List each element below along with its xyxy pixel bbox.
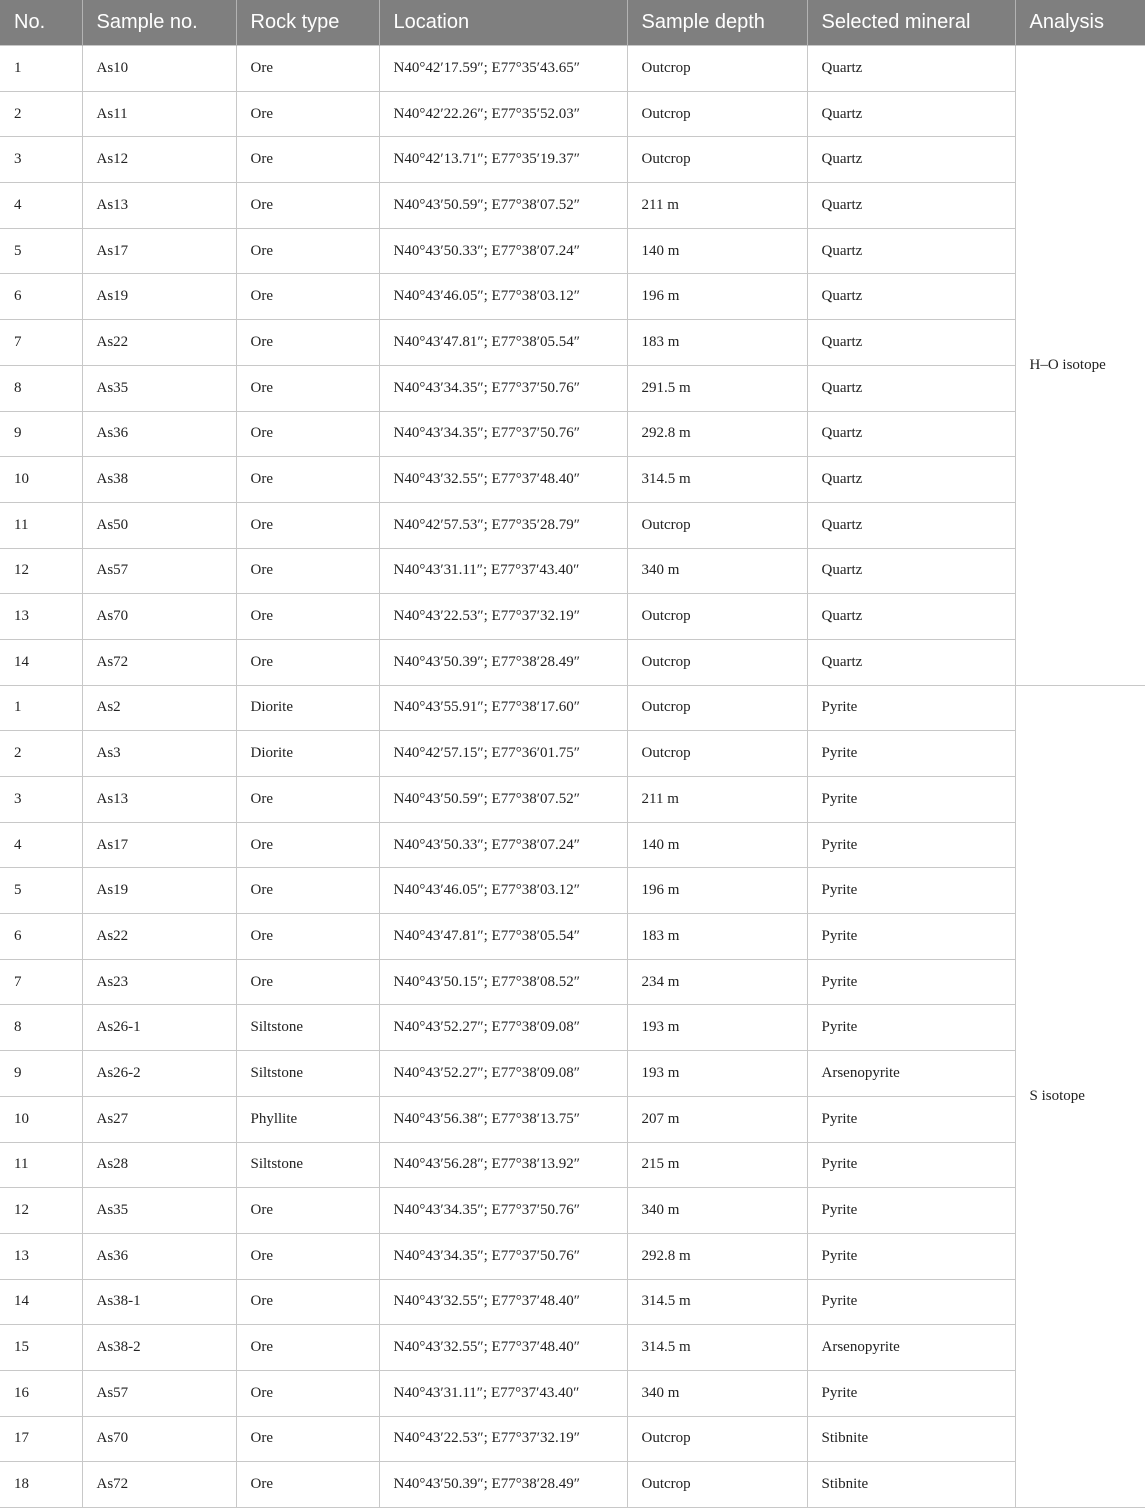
cell-location: N40°43′56.28″; E77°38′13.92″ [379,1142,627,1188]
cell-no: 10 [0,457,82,503]
cell-rock-type: Ore [236,320,379,366]
cell-sample-no: As28 [82,1142,236,1188]
table-row [0,320,1145,366]
cell-no: 2 [0,91,82,137]
cell-location: N40°43′55.91″; E77°38′17.60″ [379,685,627,731]
cell-selected-mineral: Stibnite [807,1462,1015,1508]
cell-sample-no: As26-1 [82,1005,236,1051]
cell-location: N40°43′34.35″; E77°37′50.76″ [379,365,627,411]
table-row [0,731,1145,777]
cell-no: 14 [0,639,82,685]
table-row [0,1233,1145,1279]
cell-rock-type: Ore [236,1279,379,1325]
cell-no: 6 [0,914,82,960]
cell-no: 9 [0,411,82,457]
cell-rock-type: Diorite [236,685,379,731]
cell-selected-mineral: Quartz [807,183,1015,229]
cell-selected-mineral: Pyrite [807,1096,1015,1142]
cell-rock-type: Ore [236,777,379,823]
cell-location: N40°42′13.71″; E77°35′19.37″ [379,137,627,183]
cell-selected-mineral: Quartz [807,594,1015,640]
cell-sample-no: As72 [82,639,236,685]
cell-sample-no: As36 [82,1233,236,1279]
cell-sample-depth: Outcrop [627,731,807,777]
cell-location: N40°42′57.15″; E77°36′01.75″ [379,731,627,777]
cell-sample-depth: Outcrop [627,1462,807,1508]
cell-no: 12 [0,1188,82,1234]
header-rock-type: Rock type [236,0,379,46]
cell-location: N40°42′57.53″; E77°35′28.79″ [379,502,627,548]
cell-sample-no: As70 [82,1416,236,1462]
cell-location: N40°43′22.53″; E77°37′32.19″ [379,594,627,640]
cell-sample-depth: 314.5 m [627,1325,807,1371]
cell-no: 6 [0,274,82,320]
cell-rock-type: Ore [236,91,379,137]
cell-location: N40°43′47.81″; E77°38′05.54″ [379,914,627,960]
cell-sample-no: As38-2 [82,1325,236,1371]
cell-rock-type: Ore [236,822,379,868]
cell-sample-depth: 207 m [627,1096,807,1142]
cell-sample-depth: Outcrop [627,137,807,183]
header-selected-mineral: Selected mineral [807,0,1015,46]
table-row [0,228,1145,274]
cell-sample-depth: 211 m [627,777,807,823]
cell-sample-no: As22 [82,320,236,366]
cell-sample-no: As13 [82,183,236,229]
cell-no: 2 [0,731,82,777]
header-no: No. [0,0,82,46]
cell-sample-depth: 292.8 m [627,411,807,457]
cell-sample-no: As57 [82,548,236,594]
table-row [0,594,1145,640]
cell-sample-depth: 193 m [627,1005,807,1051]
table-row [0,1462,1145,1508]
cell-no: 15 [0,1325,82,1371]
cell-rock-type: Ore [236,46,379,92]
cell-location: N40°43′46.05″; E77°38′03.12″ [379,868,627,914]
cell-rock-type: Ore [236,274,379,320]
cell-sample-depth: Outcrop [627,502,807,548]
cell-sample-depth: 340 m [627,548,807,594]
cell-no: 3 [0,137,82,183]
cell-selected-mineral: Quartz [807,502,1015,548]
cell-rock-type: Ore [236,914,379,960]
cell-location: N40°43′46.05″; E77°38′03.12″ [379,274,627,320]
cell-sample-no: As23 [82,959,236,1005]
table-row [0,457,1145,503]
cell-sample-no: As2 [82,685,236,731]
cell-selected-mineral: Quartz [807,228,1015,274]
cell-location: N40°43′52.27″; E77°38′09.08″ [379,1005,627,1051]
cell-location: N40°43′32.55″; E77°37′48.40″ [379,1279,627,1325]
cell-selected-mineral: Pyrite [807,685,1015,731]
cell-selected-mineral: Pyrite [807,777,1015,823]
table-header-row [0,0,1145,46]
table-row [0,183,1145,229]
cell-no: 12 [0,548,82,594]
cell-selected-mineral: Quartz [807,548,1015,594]
cell-selected-mineral: Stibnite [807,1416,1015,1462]
cell-rock-type: Diorite [236,731,379,777]
cell-rock-type: Ore [236,183,379,229]
cell-sample-no: As35 [82,1188,236,1234]
table-row [0,365,1145,411]
cell-no: 9 [0,1051,82,1097]
cell-location: N40°43′22.53″; E77°37′32.19″ [379,1416,627,1462]
table-row [0,502,1145,548]
cell-sample-no: As38-1 [82,1279,236,1325]
cell-location: N40°43′56.38″; E77°38′13.75″ [379,1096,627,1142]
table-row [0,777,1145,823]
cell-no: 5 [0,228,82,274]
cell-no: 13 [0,1233,82,1279]
cell-rock-type: Ore [236,1325,379,1371]
cell-rock-type: Siltstone [236,1142,379,1188]
cell-analysis: H–O isotope [1015,46,1145,686]
table-row [0,1325,1145,1371]
table-row [0,1005,1145,1051]
cell-rock-type: Ore [236,228,379,274]
cell-selected-mineral: Pyrite [807,822,1015,868]
cell-location: N40°43′50.33″; E77°38′07.24″ [379,822,627,868]
cell-sample-no: As19 [82,868,236,914]
cell-selected-mineral: Quartz [807,457,1015,503]
table-row [0,868,1145,914]
cell-selected-mineral: Pyrite [807,914,1015,960]
cell-no: 4 [0,183,82,229]
cell-location: N40°43′34.35″; E77°37′50.76″ [379,1233,627,1279]
header-location: Location [379,0,627,46]
cell-selected-mineral: Pyrite [807,731,1015,777]
cell-rock-type: Ore [236,959,379,1005]
cell-location: N40°43′50.39″; E77°38′28.49″ [379,1462,627,1508]
cell-no: 10 [0,1096,82,1142]
cell-sample-depth: 140 m [627,822,807,868]
cell-sample-depth: 196 m [627,868,807,914]
cell-selected-mineral: Quartz [807,320,1015,366]
cell-no: 8 [0,365,82,411]
cell-selected-mineral: Pyrite [807,1279,1015,1325]
cell-sample-depth: 340 m [627,1188,807,1234]
cell-sample-depth: 314.5 m [627,1279,807,1325]
cell-rock-type: Ore [236,639,379,685]
table-row [0,1416,1145,1462]
cell-sample-no: As17 [82,822,236,868]
cell-sample-depth: 292.8 m [627,1233,807,1279]
cell-no: 17 [0,1416,82,1462]
table-body [0,46,1145,1508]
cell-rock-type: Ore [236,457,379,503]
cell-location: N40°43′31.11″; E77°37′43.40″ [379,1370,627,1416]
cell-location: N40°42′22.26″; E77°35′52.03″ [379,91,627,137]
cell-location: N40°43′50.15″; E77°38′08.52″ [379,959,627,1005]
table-row [0,91,1145,137]
cell-selected-mineral: Pyrite [807,1005,1015,1051]
cell-sample-depth: Outcrop [627,594,807,640]
cell-location: N40°43′34.35″; E77°37′50.76″ [379,411,627,457]
table-row [0,1279,1145,1325]
cell-no: 11 [0,1142,82,1188]
cell-sample-no: As13 [82,777,236,823]
cell-sample-no: As10 [82,46,236,92]
cell-no: 4 [0,822,82,868]
cell-no: 1 [0,685,82,731]
cell-selected-mineral: Quartz [807,91,1015,137]
cell-no: 14 [0,1279,82,1325]
cell-rock-type: Ore [236,137,379,183]
cell-selected-mineral: Pyrite [807,1142,1015,1188]
cell-rock-type: Ore [236,1370,379,1416]
cell-selected-mineral: Pyrite [807,868,1015,914]
cell-sample-no: As11 [82,91,236,137]
cell-sample-no: As12 [82,137,236,183]
cell-rock-type: Siltstone [236,1005,379,1051]
cell-location: N40°42′17.59″; E77°35′43.65″ [379,46,627,92]
cell-no: 7 [0,959,82,1005]
cell-sample-no: As70 [82,594,236,640]
table-row [0,914,1145,960]
cell-sample-depth: 196 m [627,274,807,320]
cell-sample-depth: Outcrop [627,685,807,731]
cell-selected-mineral: Pyrite [807,1188,1015,1234]
header-sample-depth: Sample depth [627,0,807,46]
cell-no: 5 [0,868,82,914]
cell-sample-depth: 193 m [627,1051,807,1097]
cell-sample-depth: Outcrop [627,46,807,92]
cell-sample-no: As19 [82,274,236,320]
cell-selected-mineral: Pyrite [807,1233,1015,1279]
cell-sample-depth: 234 m [627,959,807,1005]
cell-sample-no: As57 [82,1370,236,1416]
cell-rock-type: Ore [236,502,379,548]
table-row [0,822,1145,868]
cell-sample-depth: Outcrop [627,91,807,137]
cell-location: N40°43′32.55″; E77°37′48.40″ [379,457,627,503]
cell-rock-type: Ore [236,594,379,640]
table-row [0,1188,1145,1234]
cell-sample-depth: 183 m [627,320,807,366]
cell-selected-mineral: Quartz [807,137,1015,183]
table-row [0,46,1145,92]
header-analysis: Analysis [1015,0,1145,46]
cell-location: N40°43′50.39″; E77°38′28.49″ [379,639,627,685]
cell-rock-type: Ore [236,868,379,914]
cell-rock-type: Phyllite [236,1096,379,1142]
cell-location: N40°43′52.27″; E77°38′09.08″ [379,1051,627,1097]
cell-rock-type: Siltstone [236,1051,379,1097]
cell-rock-type: Ore [236,548,379,594]
cell-selected-mineral: Quartz [807,365,1015,411]
cell-selected-mineral: Pyrite [807,1370,1015,1416]
cell-sample-no: As50 [82,502,236,548]
table-row [0,1096,1145,1142]
cell-rock-type: Ore [236,1462,379,1508]
cell-location: N40°43′50.33″; E77°38′07.24″ [379,228,627,274]
cell-sample-no: As22 [82,914,236,960]
cell-location: N40°43′32.55″; E77°37′48.40″ [379,1325,627,1371]
cell-location: N40°43′50.59″; E77°38′07.52″ [379,777,627,823]
table-row [0,137,1145,183]
cell-no: 18 [0,1462,82,1508]
cell-rock-type: Ore [236,1416,379,1462]
cell-selected-mineral: Arsenopyrite [807,1325,1015,1371]
cell-selected-mineral: Pyrite [807,959,1015,1005]
cell-sample-depth: 215 m [627,1142,807,1188]
cell-sample-depth: 211 m [627,183,807,229]
cell-selected-mineral: Quartz [807,274,1015,320]
table-row [0,685,1145,731]
cell-sample-no: As17 [82,228,236,274]
cell-location: N40°43′34.35″; E77°37′50.76″ [379,1188,627,1234]
cell-sample-no: As27 [82,1096,236,1142]
table-row [0,411,1145,457]
cell-sample-depth: 340 m [627,1370,807,1416]
cell-sample-no: As36 [82,411,236,457]
cell-sample-no: As38 [82,457,236,503]
cell-location: N40°43′47.81″; E77°38′05.54″ [379,320,627,366]
cell-rock-type: Ore [236,1188,379,1234]
cell-no: 1 [0,46,82,92]
cell-sample-depth: Outcrop [627,639,807,685]
cell-rock-type: Ore [236,365,379,411]
cell-no: 7 [0,320,82,366]
table-row [0,1142,1145,1188]
cell-no: 13 [0,594,82,640]
cell-sample-depth: 183 m [627,914,807,960]
cell-no: 3 [0,777,82,823]
cell-sample-no: As72 [82,1462,236,1508]
cell-sample-depth: Outcrop [627,1416,807,1462]
cell-location: N40°43′31.11″; E77°37′43.40″ [379,548,627,594]
cell-rock-type: Ore [236,1233,379,1279]
table-row [0,1370,1145,1416]
cell-selected-mineral: Quartz [807,411,1015,457]
cell-sample-no: As35 [82,365,236,411]
cell-sample-depth: 291.5 m [627,365,807,411]
cell-selected-mineral: Arsenopyrite [807,1051,1015,1097]
cell-no: 16 [0,1370,82,1416]
cell-analysis: S isotope [1015,685,1145,1507]
cell-sample-depth: 140 m [627,228,807,274]
cell-location: N40°43′50.59″; E77°38′07.52″ [379,183,627,229]
cell-selected-mineral: Quartz [807,46,1015,92]
table-row [0,548,1145,594]
cell-sample-no: As26-2 [82,1051,236,1097]
cell-rock-type: Ore [236,411,379,457]
cell-no: 8 [0,1005,82,1051]
table-row [0,959,1145,1005]
table-row [0,274,1145,320]
cell-sample-depth: 314.5 m [627,457,807,503]
table-row [0,1051,1145,1097]
table-row [0,639,1145,685]
cell-no: 11 [0,502,82,548]
header-sample-no: Sample no. [82,0,236,46]
cell-sample-no: As3 [82,731,236,777]
cell-selected-mineral: Quartz [807,639,1015,685]
